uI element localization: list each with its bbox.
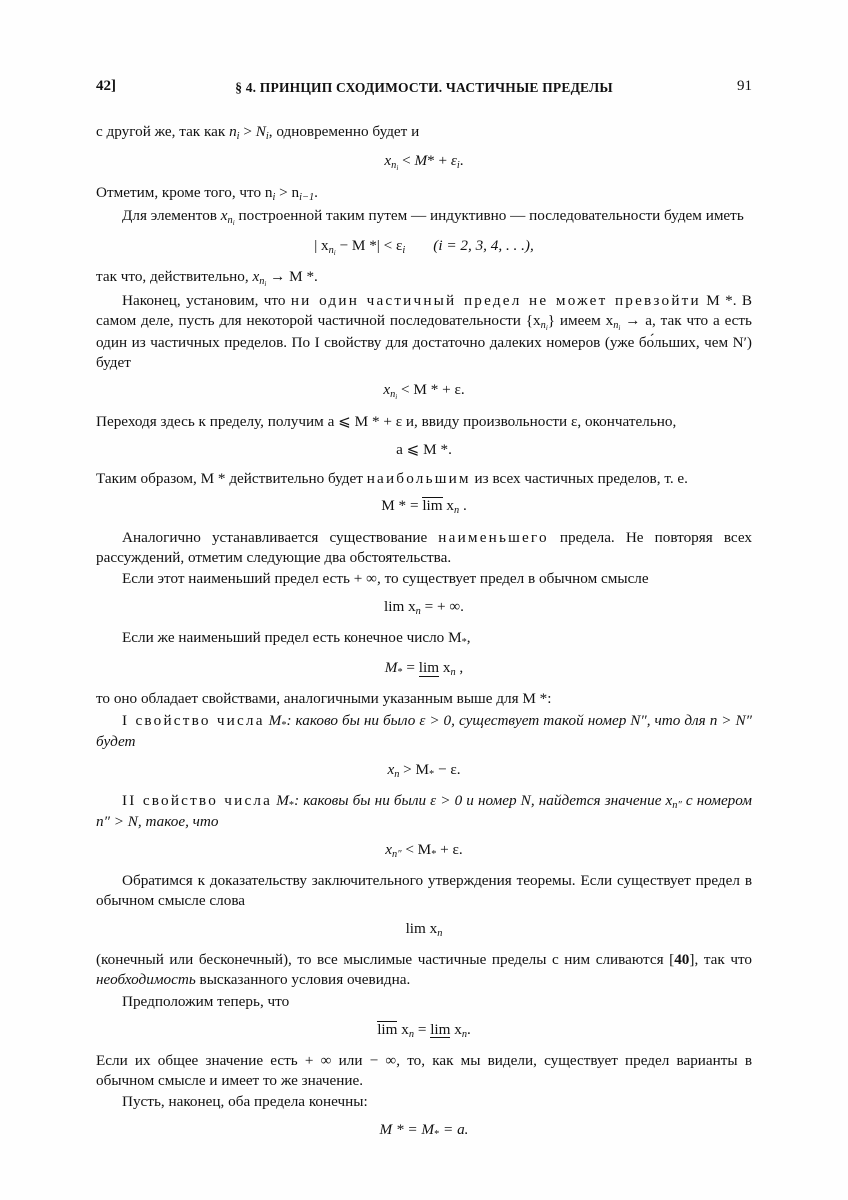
text-run: предела. Не повторяя всех рассуждений, отметим следующие два обстоятельства. — [96, 528, 752, 566]
folio-left: 42] — [96, 78, 116, 94]
text-run: | x — [314, 236, 329, 254]
paragraph-2 — [96, 183, 752, 204]
text-run: Аналогично устанавливается существование — [122, 528, 439, 546]
page-title: § 4. ПРИНЦИП СХОДИМОСТИ. ЧАСТИЧНЫЕ ПРЕДЕЛЫ — [235, 80, 613, 95]
underline-lim: lim — [418, 658, 440, 676]
text-run: i — [232, 218, 235, 227]
text-run: с другой же, так как — [96, 123, 230, 140]
text-run: i−1 — [299, 191, 315, 203]
text-run: n — [229, 123, 237, 140]
text-run: n — [227, 214, 233, 226]
text-run: n — [391, 160, 397, 172]
text-run: x — [385, 841, 393, 859]
text-run: x — [442, 497, 454, 515]
text-run: n — [328, 244, 334, 256]
equation-4 — [96, 441, 752, 459]
text-run: } имеем x — [547, 311, 614, 329]
equation-6 — [96, 598, 752, 618]
equation-5 — [96, 497, 752, 517]
text-run: x — [383, 381, 391, 399]
text-run: то оно обладает свойствами, аналогичными указанным выше для M *: — [96, 689, 552, 707]
paragraph-15 — [96, 950, 752, 990]
text-run: n — [613, 319, 619, 331]
text-run: < M * + ε. — [397, 381, 465, 399]
text-run: i — [402, 244, 406, 256]
paragraph-14 — [96, 871, 752, 911]
paragraph-9 — [96, 569, 752, 589]
equation-10 — [96, 920, 752, 940]
paragraph-11 — [96, 689, 752, 709]
italic-statement: : каковы бы ни были ε > 0 и номер N, найдется значение x — [294, 792, 673, 810]
text-run: i — [456, 160, 460, 172]
text-run: x — [252, 268, 260, 286]
text-run: lim — [405, 919, 426, 937]
text-run: n″ — [392, 849, 402, 861]
paragraph-12 — [96, 711, 752, 752]
paragraph-18 — [96, 1092, 752, 1112]
italic-statement: : каково бы ни было ε > 0, существует такой номер N″, что для n > N″ будет — [96, 711, 752, 751]
text-run: + — [434, 152, 451, 170]
equation-3 — [96, 381, 752, 401]
text-run: ], так что — [689, 951, 752, 969]
italic-statement: с номером n″ > N, такое, что — [96, 792, 752, 831]
text-run: M — [414, 152, 428, 170]
paragraph-5 — [96, 291, 752, 372]
text-run: x — [425, 919, 438, 937]
text-run: . — [314, 183, 318, 201]
text-run: − ε. — [434, 760, 461, 778]
text-run: , одновременно будет и — [268, 123, 420, 140]
emphasized-text: ни один частичный предел не может превзойти — [290, 292, 701, 310]
text-run: (i = 2, 3, 4, . . .), — [433, 236, 534, 254]
text-run: > M — [399, 760, 430, 778]
text-run: . — [459, 152, 464, 170]
text-run: n — [259, 276, 265, 288]
text-run: x — [404, 598, 416, 616]
text-run: n — [450, 666, 456, 678]
text-run: = — [414, 1020, 431, 1038]
paragraph-4 — [96, 267, 752, 289]
emphasized-text: I свойство числа — [122, 711, 265, 729]
text-run: + ε. — [436, 841, 463, 859]
text-run: < — [398, 152, 415, 170]
text-run: n — [394, 768, 400, 780]
text-run: так что, действительно, — [96, 268, 253, 286]
paragraph-8 — [96, 528, 752, 568]
text-run: → a, так что a есть один из частичных пределов. По I свойству для достаточно далеких номеров (уже бо́льших, чем N′) будет — [96, 311, 752, 371]
text-run: Обратимся к доказательству заключительного утверждения теоремы. Если существует предел в обычном смысле слова — [96, 872, 752, 910]
text-run: i — [264, 280, 267, 289]
text-run: → M *. — [266, 268, 318, 286]
text-run: i — [618, 323, 621, 332]
text-run: i — [333, 248, 336, 257]
text-run: n — [461, 1028, 468, 1040]
text-run: x — [439, 658, 451, 676]
folio-right: 91 — [737, 78, 752, 94]
text-run: * — [288, 799, 295, 811]
text-run: Предположим теперь, что — [122, 992, 290, 1010]
text-run: n″ — [672, 799, 682, 811]
text-run: M * = M — [379, 1121, 435, 1139]
overline-lim: lim — [377, 1020, 398, 1038]
text-run: n — [540, 319, 546, 331]
text-run: i — [396, 164, 399, 173]
text-run: = + ∞. — [420, 598, 464, 616]
text-run: * — [281, 719, 287, 731]
text-run: i — [395, 393, 398, 402]
text-run: i — [272, 191, 276, 203]
equation-2 — [96, 237, 752, 257]
equation-12 — [96, 1121, 752, 1141]
text-run: i — [265, 130, 269, 142]
running-head — [96, 78, 752, 108]
text-run: M — [272, 792, 289, 810]
text-run: * — [429, 768, 435, 780]
text-run: построенной таким путем — индуктивно — последовательности будем иметь — [234, 206, 744, 224]
italic-statement: необходимость — [96, 971, 196, 988]
text-run: Если этот наименьший предел есть + ∞, то существует предел в обычном смысле — [122, 570, 649, 588]
paragraph-7 — [96, 469, 752, 489]
text-run: M — [384, 658, 398, 676]
paragraph-3 — [96, 206, 752, 228]
text-run: Отметим, кроме того, что n — [96, 183, 273, 201]
equation-11 — [96, 1021, 752, 1041]
text-run: * — [397, 666, 403, 678]
emphasized-text: наибольшим — [366, 469, 471, 487]
text-run: из всех частичных пределов, т. е. — [470, 469, 688, 487]
paragraph-13 — [96, 791, 752, 832]
text-run: * — [431, 849, 437, 861]
text-run: Переходя здесь к пределу, получим a ⩽ M * + ε и, ввиду произвольности ε, окончательно, — [96, 412, 677, 430]
text-run: < M — [401, 841, 432, 859]
text-run: i — [236, 130, 240, 142]
text-run: Таким образом, M * действительно будет — [96, 469, 367, 487]
equation-1 — [96, 152, 752, 172]
text-run: x — [384, 152, 392, 170]
text-run: i — [545, 323, 548, 332]
text-run: (конечный или бесконечный), то все мыслимые частичные пределы с ним сливаются [ — [96, 951, 675, 969]
underline-lim: lim — [430, 1020, 451, 1038]
text-run: a ⩽ M *. — [396, 440, 452, 458]
paragraph-1 — [96, 122, 752, 143]
text-run: = — [402, 658, 419, 676]
equation-8 — [96, 761, 752, 781]
text-run: x — [220, 206, 228, 224]
text-run: > — [239, 123, 256, 140]
text-run: n — [437, 927, 443, 939]
text-run: M * = — [381, 497, 423, 515]
text-run: высказанного условия очевидна. — [195, 971, 411, 988]
text-run: Для элементов — [122, 206, 221, 224]
emphasized-text: наименьшего — [438, 528, 549, 546]
equation-7 — [96, 659, 752, 679]
equation-9 — [96, 841, 752, 861]
text-run: n — [415, 605, 421, 617]
text-run: lim — [384, 598, 405, 616]
text-run: x — [397, 1020, 409, 1038]
text-run: M — [264, 711, 282, 729]
text-run: > n — [275, 183, 300, 201]
text-run: * — [427, 152, 435, 170]
text-run: x — [387, 760, 395, 778]
paragraph-6 — [96, 412, 752, 432]
reference-number: 40 — [674, 951, 690, 969]
text-run: Пусть, наконец, оба предела конечны: — [122, 1093, 368, 1111]
text-run: . — [467, 1020, 471, 1038]
text-run: = a. — [439, 1121, 469, 1139]
paragraph-16 — [96, 992, 752, 1012]
text-run: M *. В самом деле, пусть для некоторой частичной последовательности {x — [96, 292, 752, 329]
text-run: Если их общее значение есть + ∞ или − ∞, то, как мы видели, существует предел варианты в обычном смысле и имеет то же значение. — [96, 1051, 752, 1089]
text-run: x — [450, 1020, 462, 1038]
text-run: n — [408, 1028, 415, 1040]
text-run: , — [455, 658, 464, 676]
paragraph-17 — [96, 1051, 752, 1091]
text-run: n — [390, 389, 396, 401]
emphasized-text: II свойство числа — [122, 792, 273, 810]
text-run: * — [461, 637, 467, 649]
text-run: N — [255, 123, 266, 140]
text-run: , — [466, 629, 471, 647]
text-run: ε — [450, 152, 457, 170]
text-run: . — [459, 497, 467, 515]
text-run: n — [453, 505, 460, 517]
text-run: * — [434, 1128, 440, 1140]
text-run: Наконец, установим, что — [122, 292, 291, 310]
paragraph-10 — [96, 628, 752, 649]
text-run: − M *| < ε — [335, 236, 403, 254]
overline-lim: lim — [422, 497, 443, 515]
text-run: Если же наименьший предел есть конечное число M — [122, 629, 462, 647]
